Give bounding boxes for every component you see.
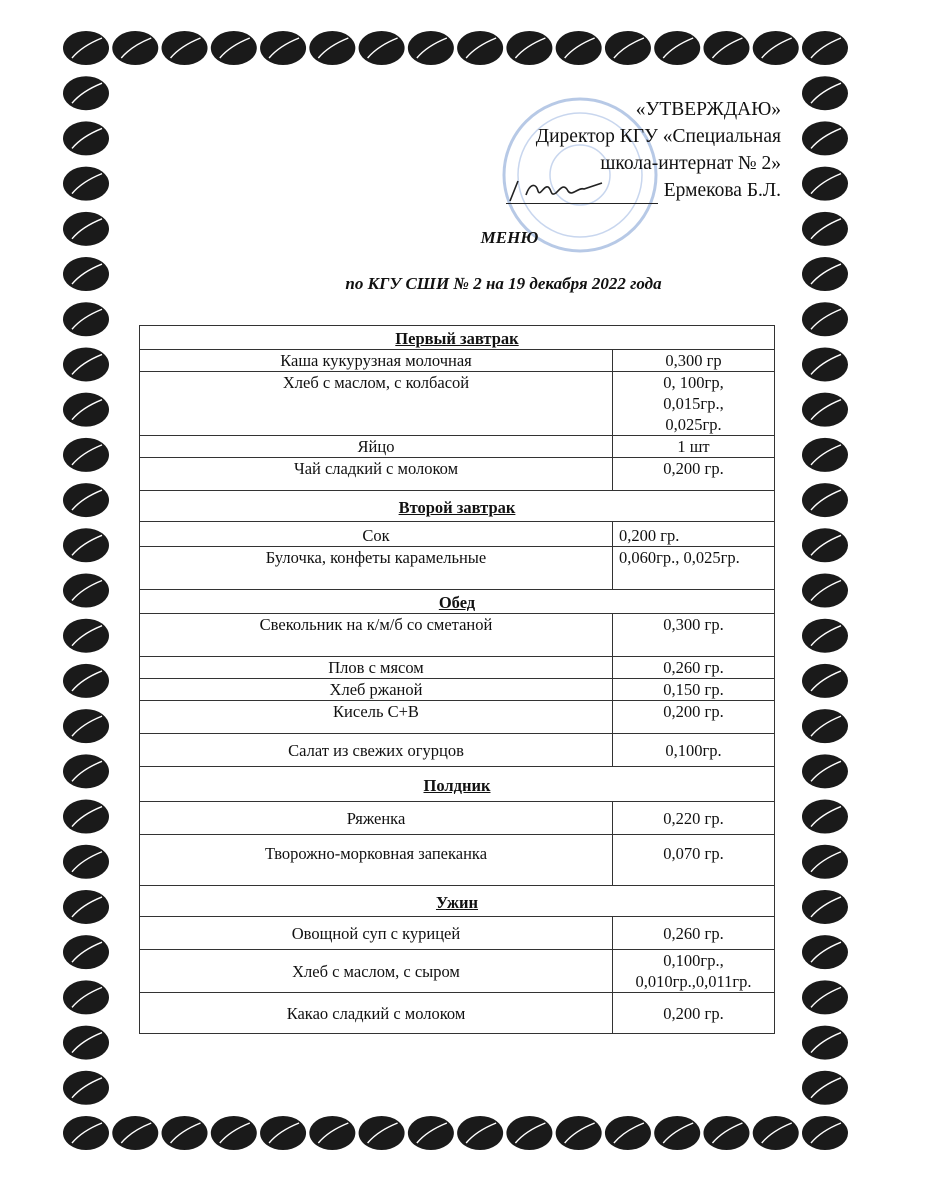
leaf-ornament bbox=[654, 31, 700, 65]
dish-amount: 0,100гр. bbox=[613, 734, 775, 767]
leaf-ornament bbox=[63, 845, 109, 879]
approved-heading: «УТВЕРЖДАЮ» bbox=[635, 99, 781, 120]
table-row bbox=[140, 835, 775, 886]
leaf-ornament bbox=[556, 31, 602, 65]
leaf-ornament bbox=[63, 167, 109, 201]
leaf-ornament bbox=[162, 31, 208, 65]
leaf-ornament bbox=[63, 709, 109, 743]
leaf-ornament bbox=[802, 347, 848, 381]
dish-name: Каша кукурузная молочная bbox=[140, 350, 613, 372]
table-row bbox=[140, 350, 775, 372]
dish-name: Булочка, конфеты карамельные bbox=[140, 547, 613, 590]
dish-name: Свекольник на к/м/б со сметаной bbox=[140, 614, 613, 657]
section-title: Второй завтрак bbox=[140, 491, 775, 522]
director-line: Директор КГУ «Специальная bbox=[535, 126, 781, 147]
signatory-name: Ермекова Б.Л. bbox=[663, 180, 781, 201]
dish-name: Хлеб с маслом, с сыром bbox=[140, 950, 613, 993]
leaf-ornament bbox=[63, 1116, 109, 1150]
table-row bbox=[140, 950, 775, 993]
dish-amount: 0,150 гр. bbox=[613, 679, 775, 701]
document-subtitle: по КГУ СШИ № 2 на 19 декабря 2022 года bbox=[345, 274, 662, 293]
table-row bbox=[140, 458, 775, 491]
dish-amount: 0,200 гр. bbox=[613, 458, 775, 491]
leaf-ornament bbox=[605, 1116, 651, 1150]
table-row bbox=[140, 701, 775, 734]
document-title: МЕНЮ bbox=[480, 228, 539, 247]
dish-name: Хлеб с маслом, с колбасой bbox=[140, 372, 613, 436]
leaf-ornament bbox=[112, 1116, 158, 1150]
leaf-ornament bbox=[63, 935, 109, 969]
leaf-ornament bbox=[63, 574, 109, 608]
leaf-ornament bbox=[802, 890, 848, 924]
leaf-ornament bbox=[457, 31, 503, 65]
dish-amount: 0,060гр., 0,025гр. bbox=[613, 547, 775, 590]
dish-name: Яйцо bbox=[140, 436, 613, 458]
section-title: Полдник bbox=[140, 767, 775, 802]
leaf-ornament bbox=[802, 800, 848, 834]
dish-amount: 0,200 гр. bbox=[613, 993, 775, 1034]
table-row bbox=[140, 734, 775, 767]
dish-name: Овощной суп с курицей bbox=[140, 917, 613, 950]
dish-amount: 0,260 гр. bbox=[613, 657, 775, 679]
leaf-ornament bbox=[654, 1116, 700, 1150]
leaf-ornament bbox=[802, 664, 848, 698]
dish-name: Творожно-морковная запеканка bbox=[140, 835, 613, 886]
leaf-ornament bbox=[63, 438, 109, 472]
leaf-ornament bbox=[802, 935, 848, 969]
section-title: Обед bbox=[140, 590, 775, 614]
leaf-ornament bbox=[211, 1116, 257, 1150]
leaf-ornament bbox=[802, 1071, 848, 1105]
leaf-ornament bbox=[63, 619, 109, 653]
leaf-ornament bbox=[802, 76, 848, 110]
table-row bbox=[140, 547, 775, 590]
leaf-ornament bbox=[802, 483, 848, 517]
leaf-ornament bbox=[506, 31, 552, 65]
leaf-ornament bbox=[408, 31, 454, 65]
dish-amount: 0,200 гр. bbox=[613, 522, 775, 547]
leaf-ornament bbox=[63, 890, 109, 924]
leaf-ornament bbox=[112, 31, 158, 65]
leaf-ornament bbox=[802, 754, 848, 788]
dish-name: Салат из свежих огурцов bbox=[140, 734, 613, 767]
leaf-ornament bbox=[703, 31, 749, 65]
leaf-ornament bbox=[753, 1116, 799, 1150]
leaf-ornament bbox=[802, 619, 848, 653]
dish-amount: 0,260 гр. bbox=[613, 917, 775, 950]
leaf-ornament bbox=[802, 393, 848, 427]
table-row bbox=[140, 614, 775, 657]
leaf-ornament bbox=[260, 31, 306, 65]
leaf-ornament bbox=[408, 1116, 454, 1150]
dish-amount: 0,300 гр bbox=[613, 350, 775, 372]
approval-block bbox=[451, 96, 781, 212]
leaf-ornament bbox=[359, 31, 405, 65]
table-row bbox=[140, 657, 775, 679]
table-row bbox=[140, 917, 775, 950]
leaf-ornament bbox=[802, 528, 848, 562]
leaf-ornament bbox=[63, 528, 109, 562]
table-row bbox=[140, 679, 775, 701]
table-row bbox=[140, 993, 775, 1034]
leaf-ornament bbox=[753, 31, 799, 65]
leaf-ornament bbox=[63, 483, 109, 517]
section-title: Ужин bbox=[140, 886, 775, 917]
leaf-ornament bbox=[703, 1116, 749, 1150]
dish-name: Плов с мясом bbox=[140, 657, 613, 679]
leaf-ornament bbox=[309, 31, 355, 65]
leaf-ornament bbox=[802, 167, 848, 201]
leaf-ornament bbox=[802, 302, 848, 336]
section-title: Первый завтрак bbox=[140, 326, 775, 350]
leaf-ornament bbox=[359, 1116, 405, 1150]
signature-line bbox=[506, 177, 781, 204]
table-row bbox=[140, 436, 775, 458]
leaf-ornament bbox=[605, 31, 651, 65]
leaf-ornament bbox=[260, 1116, 306, 1150]
dish-name: Кисель С+В bbox=[140, 701, 613, 734]
dish-amount: 1 шт bbox=[613, 436, 775, 458]
leaf-ornament bbox=[309, 1116, 355, 1150]
signature bbox=[506, 177, 658, 204]
leaf-ornament bbox=[802, 845, 848, 879]
leaf-ornament bbox=[802, 1026, 848, 1060]
table-row bbox=[140, 802, 775, 835]
leaf-ornament bbox=[211, 31, 257, 65]
section-header-row bbox=[140, 491, 775, 522]
leaf-ornament bbox=[162, 1116, 208, 1150]
table-row bbox=[140, 522, 775, 547]
menu-table bbox=[139, 325, 775, 1034]
leaf-ornament bbox=[506, 1116, 552, 1150]
leaf-ornament bbox=[63, 980, 109, 1014]
leaf-ornament bbox=[63, 1071, 109, 1105]
leaf-ornament bbox=[457, 1116, 503, 1150]
leaf-ornament bbox=[802, 31, 848, 65]
dish-name: Хлеб ржаной bbox=[140, 679, 613, 701]
dish-amount: 0,100гр., 0,010гр.,0,011гр. bbox=[613, 950, 775, 993]
leaf-ornament bbox=[63, 393, 109, 427]
section-header-row bbox=[140, 326, 775, 350]
dish-name: Какао сладкий с молоком bbox=[140, 993, 613, 1034]
dish-name: Ряженка bbox=[140, 802, 613, 835]
leaf-ornament bbox=[63, 302, 109, 336]
section-header-row bbox=[140, 767, 775, 802]
section-header-row bbox=[140, 590, 775, 614]
leaf-ornament bbox=[802, 121, 848, 155]
leaf-ornament bbox=[556, 1116, 602, 1150]
leaf-ornament bbox=[63, 754, 109, 788]
section-header-row bbox=[140, 886, 775, 917]
dish-name: Чай сладкий с молоком bbox=[140, 458, 613, 491]
leaf-ornament bbox=[63, 121, 109, 155]
leaf-ornament bbox=[802, 980, 848, 1014]
leaf-ornament bbox=[802, 1116, 848, 1150]
dish-amount: 0,070 гр. bbox=[613, 835, 775, 886]
leaf-ornament bbox=[63, 664, 109, 698]
dish-amount: 0,200 гр. bbox=[613, 701, 775, 734]
dish-amount: 0,220 гр. bbox=[613, 802, 775, 835]
leaf-ornament bbox=[63, 1026, 109, 1060]
dish-amount: 0,300 гр. bbox=[613, 614, 775, 657]
leaf-ornament bbox=[63, 347, 109, 381]
leaf-ornament bbox=[802, 438, 848, 472]
leaf-ornament bbox=[802, 574, 848, 608]
leaf-ornament bbox=[802, 709, 848, 743]
school-line: школа-интернат № 2» bbox=[600, 153, 781, 174]
dish-amount: 0, 100гр, 0,015гр., 0,025гр. bbox=[613, 372, 775, 436]
leaf-ornament bbox=[63, 800, 109, 834]
dish-name: Сок bbox=[140, 522, 613, 547]
table-row bbox=[140, 372, 775, 436]
leaf-ornament bbox=[63, 31, 109, 65]
leaf-ornament bbox=[63, 76, 109, 110]
